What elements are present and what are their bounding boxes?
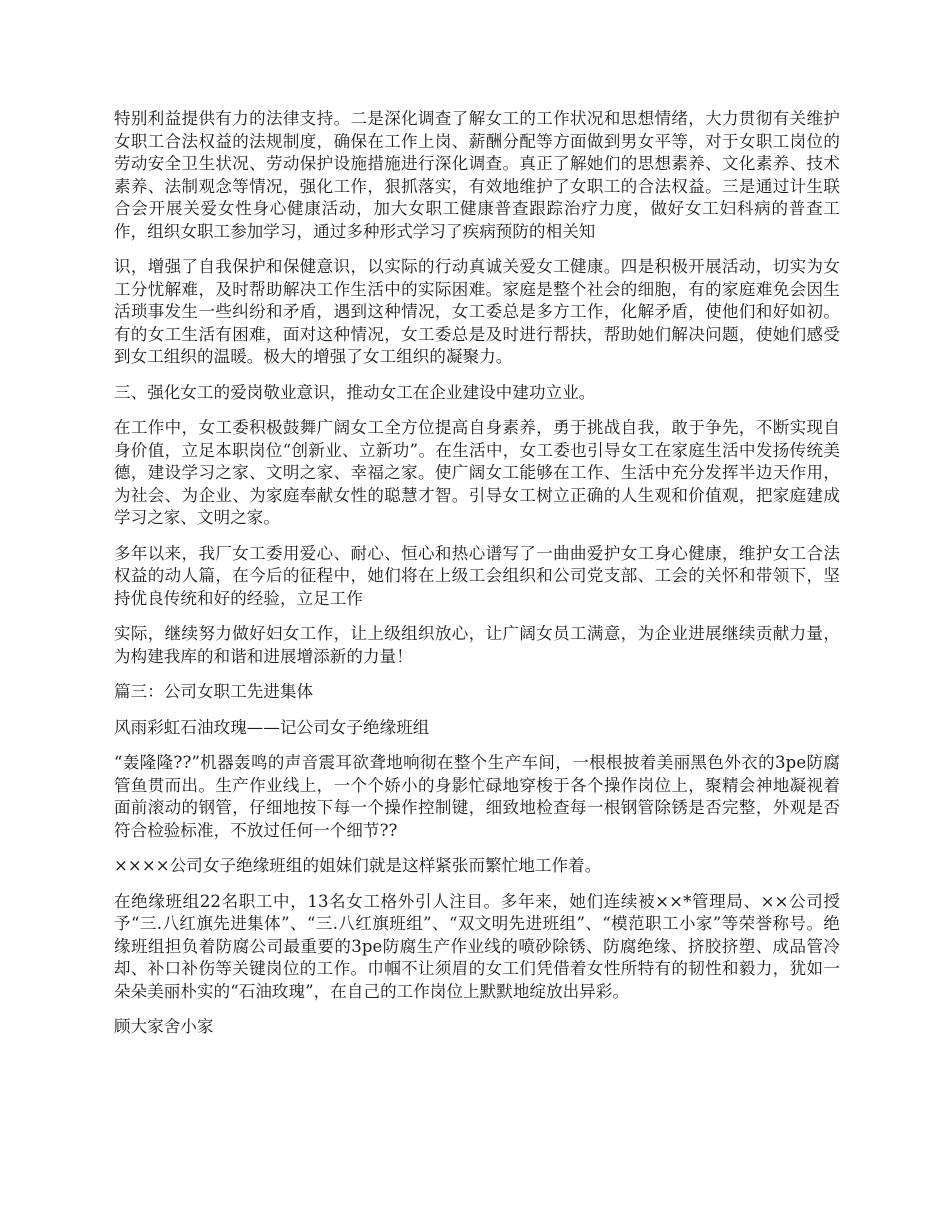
document-page (114, 108, 840, 1052)
paragraph-work-encouragement: 在工作中，女工委积极鼓舞广阔女工全方位提高自身素养，勇于挑战自我，敢于争先，不断实现自身价值，立足本职岗位“创新业、立新功”。在生活中，女工委也引导女工在家庭生活中发扬传统美德，建设学习之家、文明之家、幸福之家。使广阔女工能够在工作、生活中充分发挥半边天作用，为社会、为企业、为家庭奉献女性的聪慧才智。引导女工树立正确的人生观和价值观，把家庭建成学习之家、文明之家。 (114, 418, 840, 527)
paragraph-workshop-scene: “轰隆隆??”机器轰鸣的声音震耳欲聋地响彻在整个生产车间，一根根披着美丽黑色外衣的3pe防腐管鱼贯而出。生产作业线上，一个个娇小的身影忙碌地穿梭于各个操作岗位上，聚精会神地凝视着面前滚动的钢管，仔细地按下每一个操作控制键，细致地检查每一根钢管除锈是否完整，外观是否符合检验标准，不放过任何一个细节?? (114, 753, 840, 840)
section-heading-family: 顾大家舍小家 (114, 1017, 214, 1036)
paragraph-health-awareness: 识，增强了自我保护和保健意识，以实际的行动真诚关爱女工健康。四是积极开展活动，切实为女工分忧解难，及时帮助解决工作生活中的实际困难。家庭是整个社会的细胞，有的家庭难免会因生活琐事发生一些纠纷和矛盾，遇到这种情况，女工委总是多方工作，化解矛盾，使他们和好如初。有的女工生活有困难，面对这种情况，女工委总是及时进行帮扶，帮助她们解决问题，使她们感受到女工组织的温暖。极大的增强了女工组织的凝聚力。 (114, 257, 840, 366)
paragraph-years-summary: 多年以来，我厂女工委用爱心、耐心、恒心和热心谱写了一曲曲爱护女工身心健康，维护女工合法权益的动人篇，在今后的征程中，她们将在上级工会组织和公司党支部、工会的关怀和带领下，坚持优良传统和好的经验，立足工作 (114, 543, 840, 608)
paragraph-continue-effort: 实际，继续努力做好妇女工作，让上级组织放心，让广阔女员工满意，为企业进展继续贡献力量，为构建我库的和谐和进展增添新的力量！ (114, 624, 840, 666)
chapter-title: 篇三：公司女职工先进集体 (114, 682, 314, 701)
article-subtitle: 风雨彩虹石油玫瑰——记公司女子绝缘班组 (114, 717, 430, 737)
section-heading-three: 三、强化女工的爱岗敬业意识，推动女工在企业建设中建功立业。 (114, 382, 596, 402)
paragraph-team-busy: ××××公司女子绝缘班组的姐妹们就是这样紧张而繁忙地工作着。 (114, 856, 602, 875)
paragraph-team-honors: 在绝缘班组22名职工中，13名女工格外引人注目。多年来，她们连续被××*管理局、××公司授予“三.八红旗先进集体”、“三.八红旗班组”、“双文明先进班组”、“模范职工小家”等荣誉称号。绝缘班组担负着防腐公司最重要的3pe防腐生产作业线的喷砂除锈、防腐绝缘、挤胶挤塑、成品管冷却、补口补伤等关键岗位的工作。巾帼不让须眉的女工们凭借着女性所特有的韧性和毅力，犹如一朵朵美丽朴实的“石油玫瑰”，在自己的工作岗位上默默地绽放出异彩。 (114, 891, 840, 1001)
paragraph-legal-support: 特别利益提供有力的法律支持。二是深化调查了解女工的工作状况和思想情绪，大力贯彻有关维护女职工合法权益的法规制度，确保在工作上岗、薪酬分配等方面做到男女平等，对于女职工岗位的劳动安全卫生状况、劳动保护设施措施进行深化调查。真正了解她们的思想素养、文化素养、技术素养、法制观念等情况，强化工作，狠抓落实，有效地维护了女职工的合法权益。三是通过计生联合会开展关爱女性身心健康活动，加大女职工健康普查跟踪治疗力度，做好女工妇科病的普查工作，组织女职工参加学习，通过多种形式学习了疾病预防的相关知 (114, 109, 840, 241)
